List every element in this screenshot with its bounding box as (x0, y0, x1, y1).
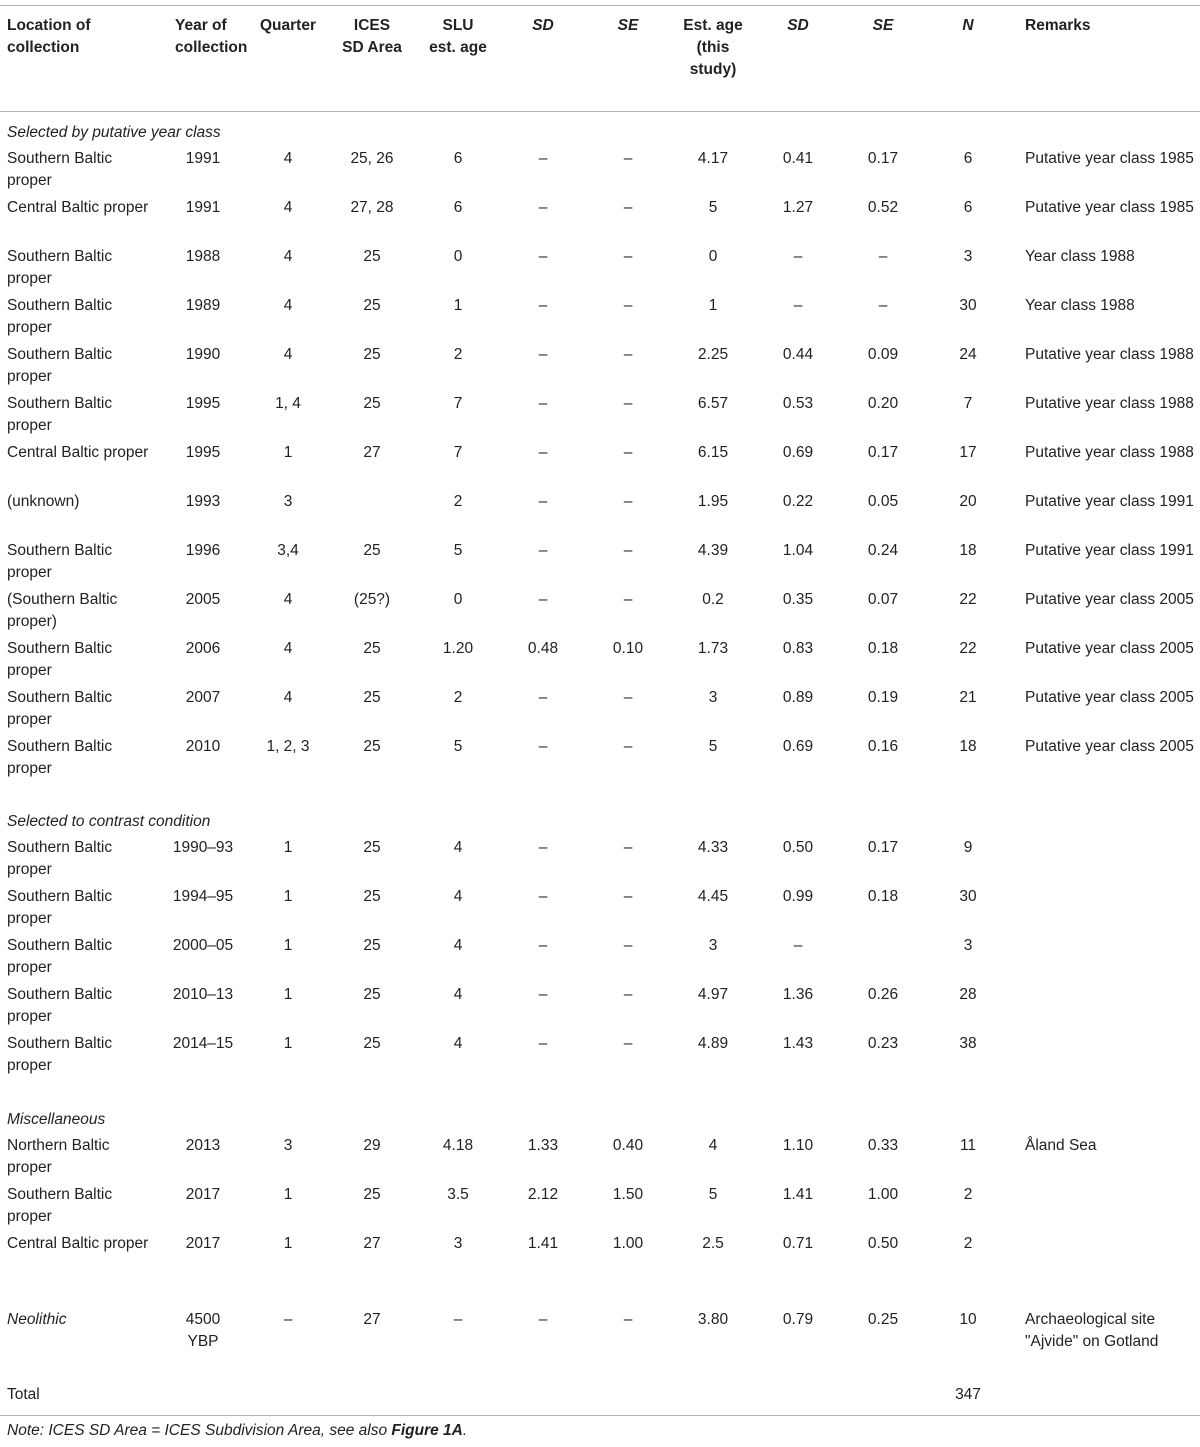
cell-slu: 6 (453, 199, 463, 216)
cell-se1: – (623, 150, 633, 167)
cell-n: 2 (963, 1235, 973, 1252)
cell-quarter: 1 (283, 444, 293, 461)
section-title: Selected by putative year class (7, 124, 221, 141)
cell-est: 6.57 (697, 395, 729, 412)
header-sd1: SD (532, 17, 554, 34)
cell-loc: Southern Baltic proper (7, 640, 113, 679)
table-bottom-rule (0, 1415, 1200, 1416)
cell-year: 2007 (185, 689, 221, 706)
header-n: N (962, 17, 974, 34)
cell-n: 22 (959, 591, 977, 608)
cell-n: 17 (959, 444, 977, 461)
cell-remarks: Year class 1988 (1025, 297, 1135, 314)
figure-link[interactable]: Figure 1A (391, 1422, 463, 1439)
cell-loc: Southern Baltic proper (7, 297, 113, 336)
cell-n: 9 (963, 839, 973, 856)
cell-loc: (Southern Baltic proper) (7, 591, 118, 630)
cell-est: 2.25 (697, 346, 729, 363)
cell-year: 2017 (185, 1186, 221, 1203)
cell-slu: 1.20 (442, 640, 474, 657)
cell-se2: 0.26 (867, 986, 899, 1003)
section-title: Selected to contrast condition (7, 813, 211, 830)
cell-se2: 0.24 (867, 542, 899, 559)
cell-se1: 1.50 (612, 1186, 644, 1203)
cell-year: 1995 (185, 395, 221, 412)
cell-n: 6 (963, 199, 973, 216)
cell-sd2: 1.04 (782, 542, 814, 559)
cell-loc: Southern Baltic proper (7, 689, 113, 728)
cell-n: 22 (959, 640, 977, 657)
cell-se2: – (878, 248, 888, 265)
cell-est: 5 (708, 738, 718, 755)
cell-year: 1990–93 (172, 839, 234, 856)
cell-quarter: 1 (283, 1235, 293, 1252)
cell-year: 1989 (185, 297, 221, 314)
cell-se1: – (623, 493, 633, 510)
cell-loc: Southern Baltic proper (7, 346, 113, 385)
cell-sd1: – (538, 888, 548, 905)
cell-se1: 0.40 (612, 1137, 644, 1154)
cell-slu: – (453, 1311, 463, 1328)
cell-slu: 7 (453, 395, 463, 412)
cell-quarter: 4 (283, 689, 293, 706)
cell-sd1: – (538, 1035, 548, 1052)
cell-ices: 27 (363, 1311, 381, 1328)
cell-loc: Southern Baltic proper (7, 1186, 113, 1225)
cell-slu: 1 (453, 297, 463, 314)
header-se1: SE (617, 17, 639, 34)
cell-se2: 0.17 (867, 150, 899, 167)
cell-quarter: 4 (283, 297, 293, 314)
cell-remarks: Putative year class 2005 (1025, 591, 1194, 608)
cell-se1: – (623, 689, 633, 706)
cell-sd2: 0.69 (782, 444, 814, 461)
cell-loc: Southern Baltic proper (7, 150, 113, 189)
cell-slu: 4 (453, 1035, 463, 1052)
cell-sd1: – (538, 199, 548, 216)
cell-se1: – (623, 738, 633, 755)
cell-sd2: 1.36 (782, 986, 814, 1003)
cell-se1: – (623, 986, 633, 1003)
cell-remarks: Putative year class 1985 (1025, 150, 1194, 167)
cell-sd2: – (793, 937, 803, 954)
cell-year: 1991 (185, 199, 221, 216)
cell-year: 2010–13 (172, 986, 234, 1003)
cell-quarter: 1 (283, 1186, 293, 1203)
cell-quarter: 4 (283, 248, 293, 265)
cell-n: 7 (963, 395, 973, 412)
cell-slu: 7 (453, 444, 463, 461)
cell-se1: – (623, 591, 633, 608)
cell-sd1: 1.33 (527, 1137, 559, 1154)
cell-est: 0.2 (702, 591, 724, 608)
cell-se2: 0.18 (867, 640, 899, 657)
cell-est: 4.39 (697, 542, 729, 559)
cell-sd2: 0.35 (782, 591, 814, 608)
cell-slu: 4.18 (442, 1137, 474, 1154)
cell-sd1: – (538, 444, 548, 461)
cell-remarks: Archaeological site "Ajvide" on Gotland (1025, 1311, 1159, 1350)
note-text: Note: ICES SD Area = ICES Subdivision Area, see also (7, 1422, 392, 1439)
cell-year: 1993 (185, 493, 221, 510)
cell-sd1: – (538, 937, 548, 954)
cell-ices: 25 (363, 937, 381, 954)
cell-remarks: Putative year class 1988 (1025, 444, 1194, 461)
note-end: . (462, 1422, 468, 1439)
cell-ices: 25 (363, 888, 381, 905)
cell-se1: – (623, 542, 633, 559)
cell-se2: 0.50 (867, 1235, 899, 1252)
cell-se2: 0.18 (867, 888, 899, 905)
cell-est: 4.33 (697, 839, 729, 856)
cell-se1: – (623, 199, 633, 216)
cell-loc: Southern Baltic proper (7, 542, 113, 581)
cell-ices: 25 (363, 839, 381, 856)
cell-sd2: 1.10 (782, 1137, 814, 1154)
cell-n: 28 (959, 986, 977, 1003)
cell-loc: Neolithic (7, 1311, 67, 1328)
cell-se1: 0.10 (612, 640, 644, 657)
cell-se2: 0.16 (867, 738, 899, 755)
cell-se1: – (623, 839, 633, 856)
cell-sd2: 0.50 (782, 839, 814, 856)
cell-remarks: Putative year class 1988 (1025, 395, 1194, 412)
cell-est: 4.97 (697, 986, 729, 1003)
cell-sd2: 0.83 (782, 640, 814, 657)
cell-loc: Southern Baltic proper (7, 395, 113, 434)
cell-sd1: 2.12 (527, 1186, 559, 1203)
cell-se2: 0.17 (867, 444, 899, 461)
cell-se2: 0.07 (867, 591, 899, 608)
cell-remarks: Putative year class 1991 (1025, 493, 1194, 510)
cell-slu: 4 (453, 888, 463, 905)
cell-n: 3 (963, 248, 973, 265)
cell-sd2: 1.27 (782, 199, 814, 216)
cell-slu: 5 (453, 738, 463, 755)
cell-slu: 3 (453, 1235, 463, 1252)
cell-se2: 0.52 (867, 199, 899, 216)
cell-se1: – (623, 937, 633, 954)
cell-n: 10 (959, 1311, 977, 1328)
cell-n: 18 (959, 542, 977, 559)
section-title: Miscellaneous (7, 1111, 106, 1128)
cell-sd1: – (538, 591, 548, 608)
cell-year: 1996 (185, 542, 221, 559)
cell-est: 5 (708, 1186, 718, 1203)
cell-sd1: – (538, 493, 548, 510)
cell-se2: 0.17 (867, 839, 899, 856)
cell-n: 20 (959, 493, 977, 510)
cell-slu: 4 (453, 839, 463, 856)
cell-sd1: – (538, 150, 548, 167)
cell-sd1: – (538, 738, 548, 755)
cell-remarks: Year class 1988 (1025, 248, 1135, 265)
cell-ices: 25 (363, 248, 381, 265)
cell-se2: 0.05 (867, 493, 899, 510)
cell-n: 11 (959, 1137, 977, 1154)
cell-ices: 27, 28 (350, 199, 394, 216)
cell-se2: 0.19 (867, 689, 899, 706)
cell-sd1: – (538, 986, 548, 1003)
cell-sd2: 0.22 (782, 493, 814, 510)
cell-ices: 25 (363, 738, 381, 755)
table-top-rule (0, 5, 1200, 6)
cell-sd2: 0.41 (782, 150, 814, 167)
header-loc: Location of collection (7, 17, 91, 56)
cell-sd1: – (538, 297, 548, 314)
cell-quarter: 1 (283, 937, 293, 954)
cell-est: 4.17 (697, 150, 729, 167)
header-remarks: Remarks (1025, 17, 1091, 34)
cell-se2: 0.25 (867, 1311, 899, 1328)
cell-se1: – (623, 1311, 633, 1328)
cell-se1: – (623, 395, 633, 412)
cell-slu: 2 (453, 689, 463, 706)
cell-est: 1 (708, 297, 718, 314)
cell-se1: – (623, 297, 633, 314)
header-est: Est. age (this study) (683, 17, 743, 78)
header-rule (0, 111, 1200, 112)
cell-quarter: 1 (283, 888, 293, 905)
cell-ices: 29 (363, 1137, 381, 1154)
cell-est: 0 (708, 248, 718, 265)
cell-sd2: 0.71 (782, 1235, 814, 1252)
cell-sd1: – (538, 395, 548, 412)
cell-quarter: 3 (283, 1137, 293, 1154)
cell-se2: 0.33 (867, 1137, 899, 1154)
cell-slu: 2 (453, 346, 463, 363)
cell-loc: Southern Baltic proper (7, 738, 113, 777)
cell-sd2: 0.69 (782, 738, 814, 755)
cell-loc: Southern Baltic proper (7, 986, 113, 1025)
cell-loc: Northern Baltic proper (7, 1137, 110, 1176)
cell-se1: – (623, 444, 633, 461)
cell-quarter: 3 (283, 493, 293, 510)
cell-loc: (unknown) (7, 493, 80, 510)
total-label: Total (7, 1386, 40, 1403)
cell-sd1: – (538, 542, 548, 559)
cell-est: 4.89 (697, 1035, 729, 1052)
cell-se1: – (623, 888, 633, 905)
cell-se2: – (878, 297, 888, 314)
cell-sd1: 1.41 (527, 1235, 559, 1252)
header-year: Year of collection (175, 17, 248, 56)
cell-sd2: 0.99 (782, 888, 814, 905)
cell-slu: 4 (453, 986, 463, 1003)
cell-se1: 1.00 (612, 1235, 644, 1252)
cell-n: 2 (963, 1186, 973, 1203)
cell-quarter: 4 (283, 640, 293, 657)
cell-slu: 0 (453, 248, 463, 265)
header-ices: ICES SD Area (342, 17, 402, 56)
cell-ices: 27 (363, 444, 381, 461)
cell-year: 2017 (185, 1235, 221, 1252)
cell-remarks: Putative year class 2005 (1025, 738, 1194, 755)
cell-loc: Southern Baltic proper (7, 248, 113, 287)
cell-est: 2.5 (702, 1235, 724, 1252)
cell-loc: Central Baltic proper (7, 199, 149, 216)
cell-sd2: 1.41 (782, 1186, 814, 1203)
cell-year: 2005 (185, 591, 221, 608)
cell-sd1: – (538, 689, 548, 706)
cell-quarter: – (283, 1311, 293, 1328)
cell-n: 24 (959, 346, 977, 363)
cell-ices: 25, 26 (350, 150, 394, 167)
cell-est: 1.95 (697, 493, 729, 510)
total-n: 347 (955, 1386, 981, 1403)
cell-loc: Southern Baltic proper (7, 888, 113, 927)
cell-sd2: 0.44 (782, 346, 814, 363)
cell-sd2: 0.53 (782, 395, 814, 412)
cell-remarks: Putative year class 1991 (1025, 542, 1194, 559)
cell-est: 3 (708, 689, 718, 706)
cell-n: 18 (959, 738, 977, 755)
cell-n: 38 (959, 1035, 977, 1052)
cell-slu: 0 (453, 591, 463, 608)
cell-se2: 1.00 (867, 1186, 899, 1203)
cell-n: 6 (963, 150, 973, 167)
cell-loc: Southern Baltic proper (7, 839, 113, 878)
header-sd2: SD (787, 17, 809, 34)
cell-quarter: 1, 2, 3 (266, 738, 310, 755)
cell-sd1: – (538, 346, 548, 363)
cell-quarter: 1 (283, 839, 293, 856)
cell-n: 21 (959, 689, 977, 706)
cell-n: 30 (959, 888, 977, 905)
cell-slu: 5 (453, 542, 463, 559)
cell-ices: 25 (363, 346, 381, 363)
cell-est: 3.80 (697, 1311, 729, 1328)
cell-remarks: Putative year class 1988 (1025, 346, 1194, 363)
cell-quarter: 4 (283, 199, 293, 216)
cell-year: 1988 (185, 248, 221, 265)
cell-sd1: – (538, 839, 548, 856)
cell-ices: 25 (363, 640, 381, 657)
cell-ices: 25 (363, 542, 381, 559)
table-note (7, 1420, 467, 1442)
header-slu: SLU est. age (429, 17, 487, 56)
cell-quarter: 1, 4 (275, 395, 301, 412)
cell-year: 2000–05 (172, 937, 234, 954)
cell-loc: Central Baltic proper (7, 1235, 149, 1252)
cell-year: 2014–15 (172, 1035, 234, 1052)
cell-se2: 0.20 (867, 395, 899, 412)
cell-est: 4 (708, 1137, 718, 1154)
cell-quarter: 1 (283, 986, 293, 1003)
cell-n: 30 (959, 297, 977, 314)
cell-se2: 0.23 (867, 1035, 899, 1052)
cell-year: 4500 YBP (185, 1311, 221, 1350)
cell-est: 1.73 (697, 640, 729, 657)
cell-slu: 4 (453, 937, 463, 954)
cell-sd1: 0.48 (527, 640, 559, 657)
cell-quarter: 3,4 (277, 542, 299, 559)
cell-se2: 0.09 (867, 346, 899, 363)
cell-loc: Southern Baltic proper (7, 1035, 113, 1074)
cell-ices: (25?) (353, 591, 391, 608)
cell-slu: 2 (453, 493, 463, 510)
header-se2: SE (872, 17, 894, 34)
header-quarter: Quarter (260, 17, 316, 34)
cell-ices: 25 (363, 1186, 381, 1203)
cell-ices: 25 (363, 395, 381, 412)
cell-loc: Central Baltic proper (7, 444, 149, 461)
cell-ices: 25 (363, 689, 381, 706)
cell-quarter: 4 (283, 346, 293, 363)
cell-sd2: – (793, 248, 803, 265)
cell-year: 1995 (185, 444, 221, 461)
cell-ices: 25 (363, 297, 381, 314)
cell-loc: Southern Baltic proper (7, 937, 113, 976)
cell-sd1: – (538, 248, 548, 265)
cell-year: 1990 (185, 346, 221, 363)
cell-ices: 25 (363, 1035, 381, 1052)
cell-year: 2013 (185, 1137, 221, 1154)
cell-quarter: 1 (283, 1035, 293, 1052)
cell-sd2: 0.79 (782, 1311, 814, 1328)
cell-slu: 3.5 (447, 1186, 469, 1203)
cell-sd1: – (538, 1311, 548, 1328)
cell-se1: – (623, 1035, 633, 1052)
cell-year: 1991 (185, 150, 221, 167)
cell-remarks: Putative year class 2005 (1025, 689, 1194, 706)
cell-remarks: Putative year class 1985 (1025, 199, 1194, 216)
cell-year: 2010 (185, 738, 221, 755)
cell-slu: 6 (453, 150, 463, 167)
cell-quarter: 4 (283, 150, 293, 167)
cell-est: 5 (708, 199, 718, 216)
cell-year: 1994–95 (172, 888, 234, 905)
cell-est: 3 (708, 937, 718, 954)
cell-remarks: Åland Sea (1025, 1137, 1097, 1154)
cell-ices: 25 (363, 986, 381, 1003)
cell-quarter: 4 (283, 591, 293, 608)
cell-sd2: 0.89 (782, 689, 814, 706)
cell-est: 6.15 (697, 444, 729, 461)
cell-sd2: 1.43 (782, 1035, 814, 1052)
cell-se1: – (623, 248, 633, 265)
cell-sd2: – (793, 297, 803, 314)
cell-year: 2006 (185, 640, 221, 657)
cell-remarks: Putative year class 2005 (1025, 640, 1194, 657)
cell-se1: – (623, 346, 633, 363)
cell-est: 4.45 (697, 888, 729, 905)
cell-ices: 27 (363, 1235, 381, 1252)
cell-n: 3 (963, 937, 973, 954)
